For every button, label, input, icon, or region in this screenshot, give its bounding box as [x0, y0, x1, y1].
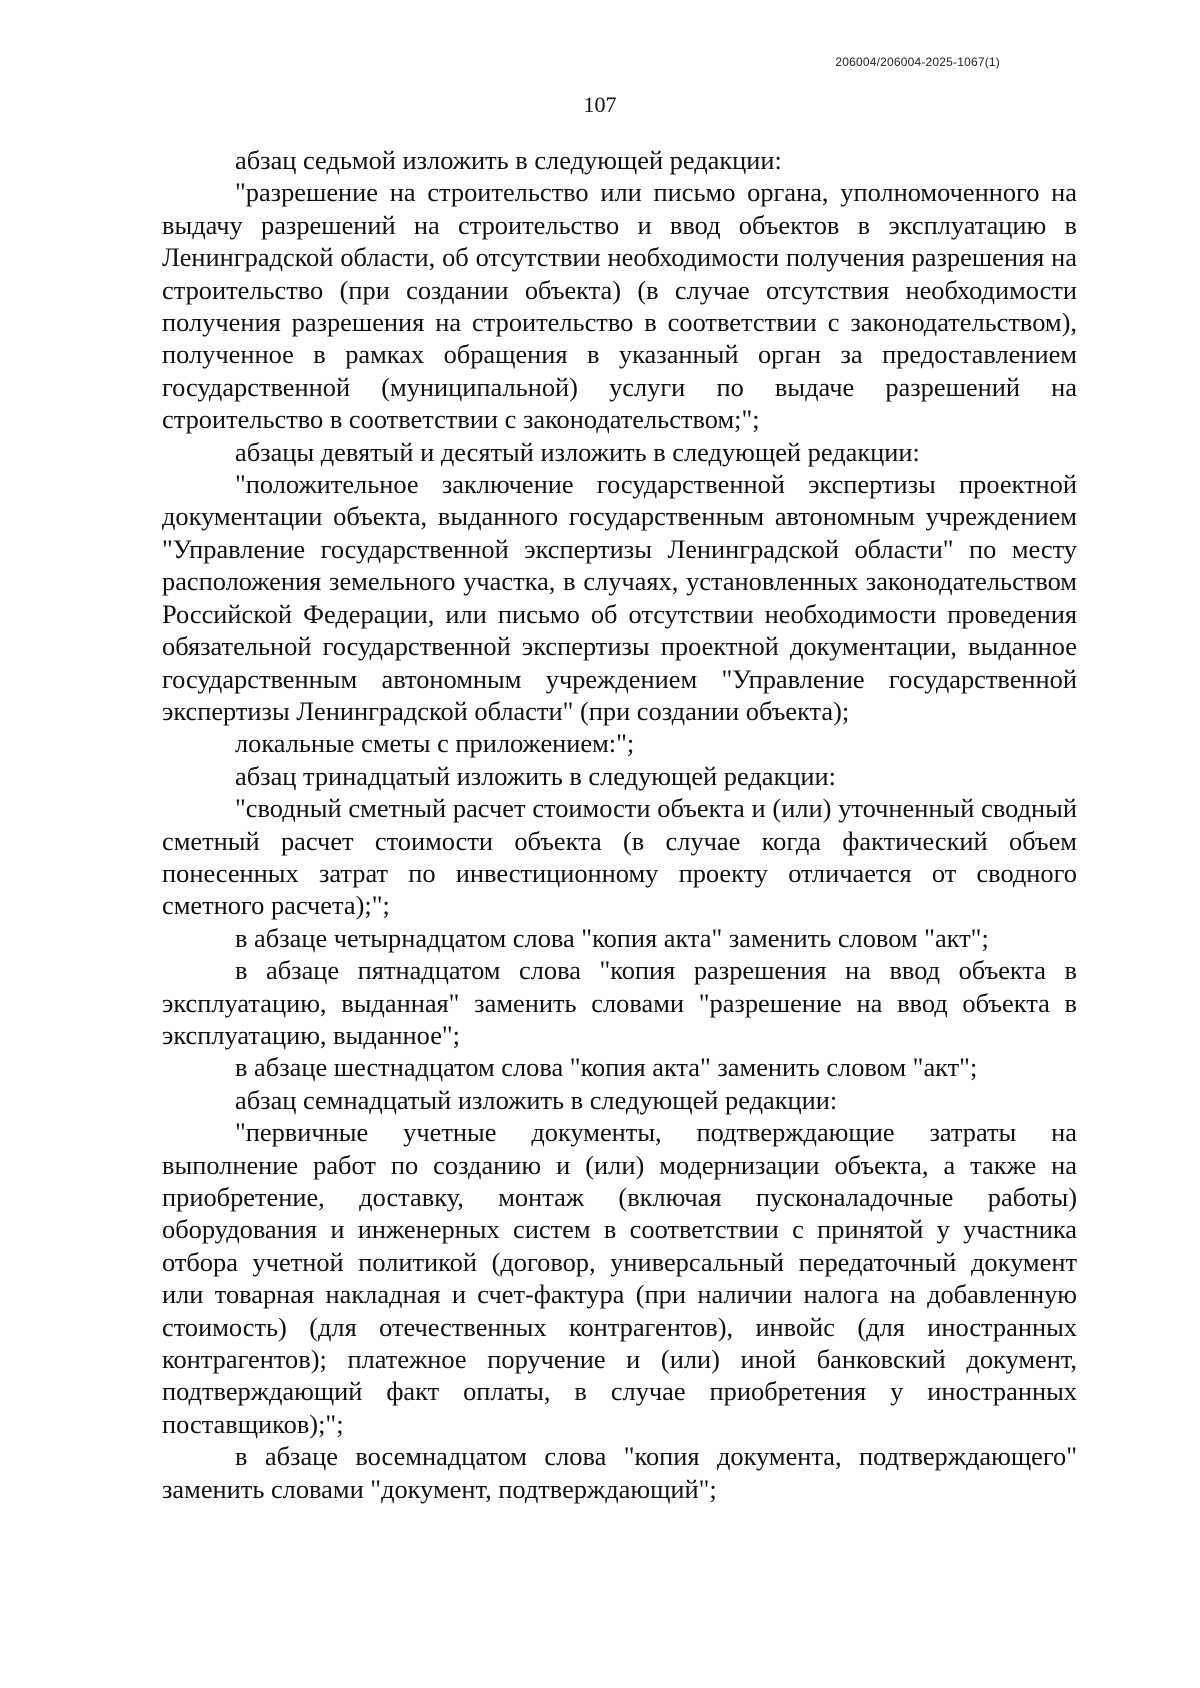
- paragraph: в абзаце четырнадцатом слова "копия акта" заменить словом "акт";: [235, 922, 989, 953]
- paragraph: абзац семнадцатый изложить в следующей редакции:: [235, 1084, 838, 1115]
- paragraph: абзацы девятый и десятый изложить в следующей редакции:: [235, 436, 920, 467]
- paragraph: "первичные учетные документы, подтверждающие затраты на выполнение работ по созданию и (или) модернизации объекта, а также на приобретение, доставку, монтаж (включая пусконаладочные работы) оборудования и инженерных систем в соответствии с принятой у участника отбора учетной политикой (договор, универсальный передаточный документ или товарная накладная и счет-фактура (при наличии налога на добавленную стоимость) (для отечественных контрагентов), инвойс (для иностранных контрагентов); платежное поручение и (или) иной банковский документ, подтверждающий факт оплаты, в случае приобретения у иностранных поставщиков);";: [162, 1117, 1077, 1439]
- paragraph: "разрешение на строительство или письмо органа, уполномоченного на выдачу разрешений на строительство и ввод объектов в эксплуатацию в Ленинградской области, об отсутствии необходимости получения разрешения на строительство (при создании объекта) (в случае отсутствия необходимости получения разрешения на строительство в соответствии с законодательством), полученное в рамках обращения в указанный орган за предоставлением государственной (муниципальной) услуги по выдаче разрешений на строительство в соответствии с законодательством;";: [162, 177, 1077, 435]
- paragraph: в абзаце пятнадцатом слова "копия разрешения на ввод объекта в эксплуатацию, выданная" заменить словами "разрешение на ввод объекта в эксплуатацию, выданное";: [162, 955, 1077, 1050]
- paragraph: "положительное заключение государственной экспертизы проектной документации объекта, выданного государственным автономным учреждением "Управление государственной экспертизы Ленинградской области" по месту расположения земельного участка, в случаях, установленных законодательством Российской Федерации, или письмо об отсутствии необходимости проведения обязательной государственной экспертизы проектной документации, выданное государственным автономным учреждением "Управление государственной экспертизы Ленинградской области" (при создании объекта);: [162, 469, 1077, 726]
- paragraph: в абзаце восемнадцатом слова "копия документа, подтверждающего" заменить словами "документ, подтверждающий";: [162, 1441, 1077, 1504]
- page-number: 107: [583, 92, 617, 117]
- paragraph: абзац тринадцатый изложить в следующей редакции:: [235, 760, 836, 791]
- paragraph: абзац седьмой изложить в следующей редакции:: [235, 145, 782, 175]
- paragraph: "сводный сметный расчет стоимости объекта и (или) уточненный сводный сметный расчет стоимости объекта (в случае когда фактический объем понесенных затрат по инвестиционному проекту отличается от сводного сметного расчета);";: [162, 793, 1077, 921]
- document-id: 206004/206004-2025-1067(1): [835, 55, 1000, 69]
- paragraph: в абзаце шестнадцатом слова "копия акта" заменить словом "акт";: [235, 1052, 978, 1083]
- document-body: [162, 144, 1077, 1505]
- paragraph: локальные сметы с приложением:";: [235, 728, 635, 759]
